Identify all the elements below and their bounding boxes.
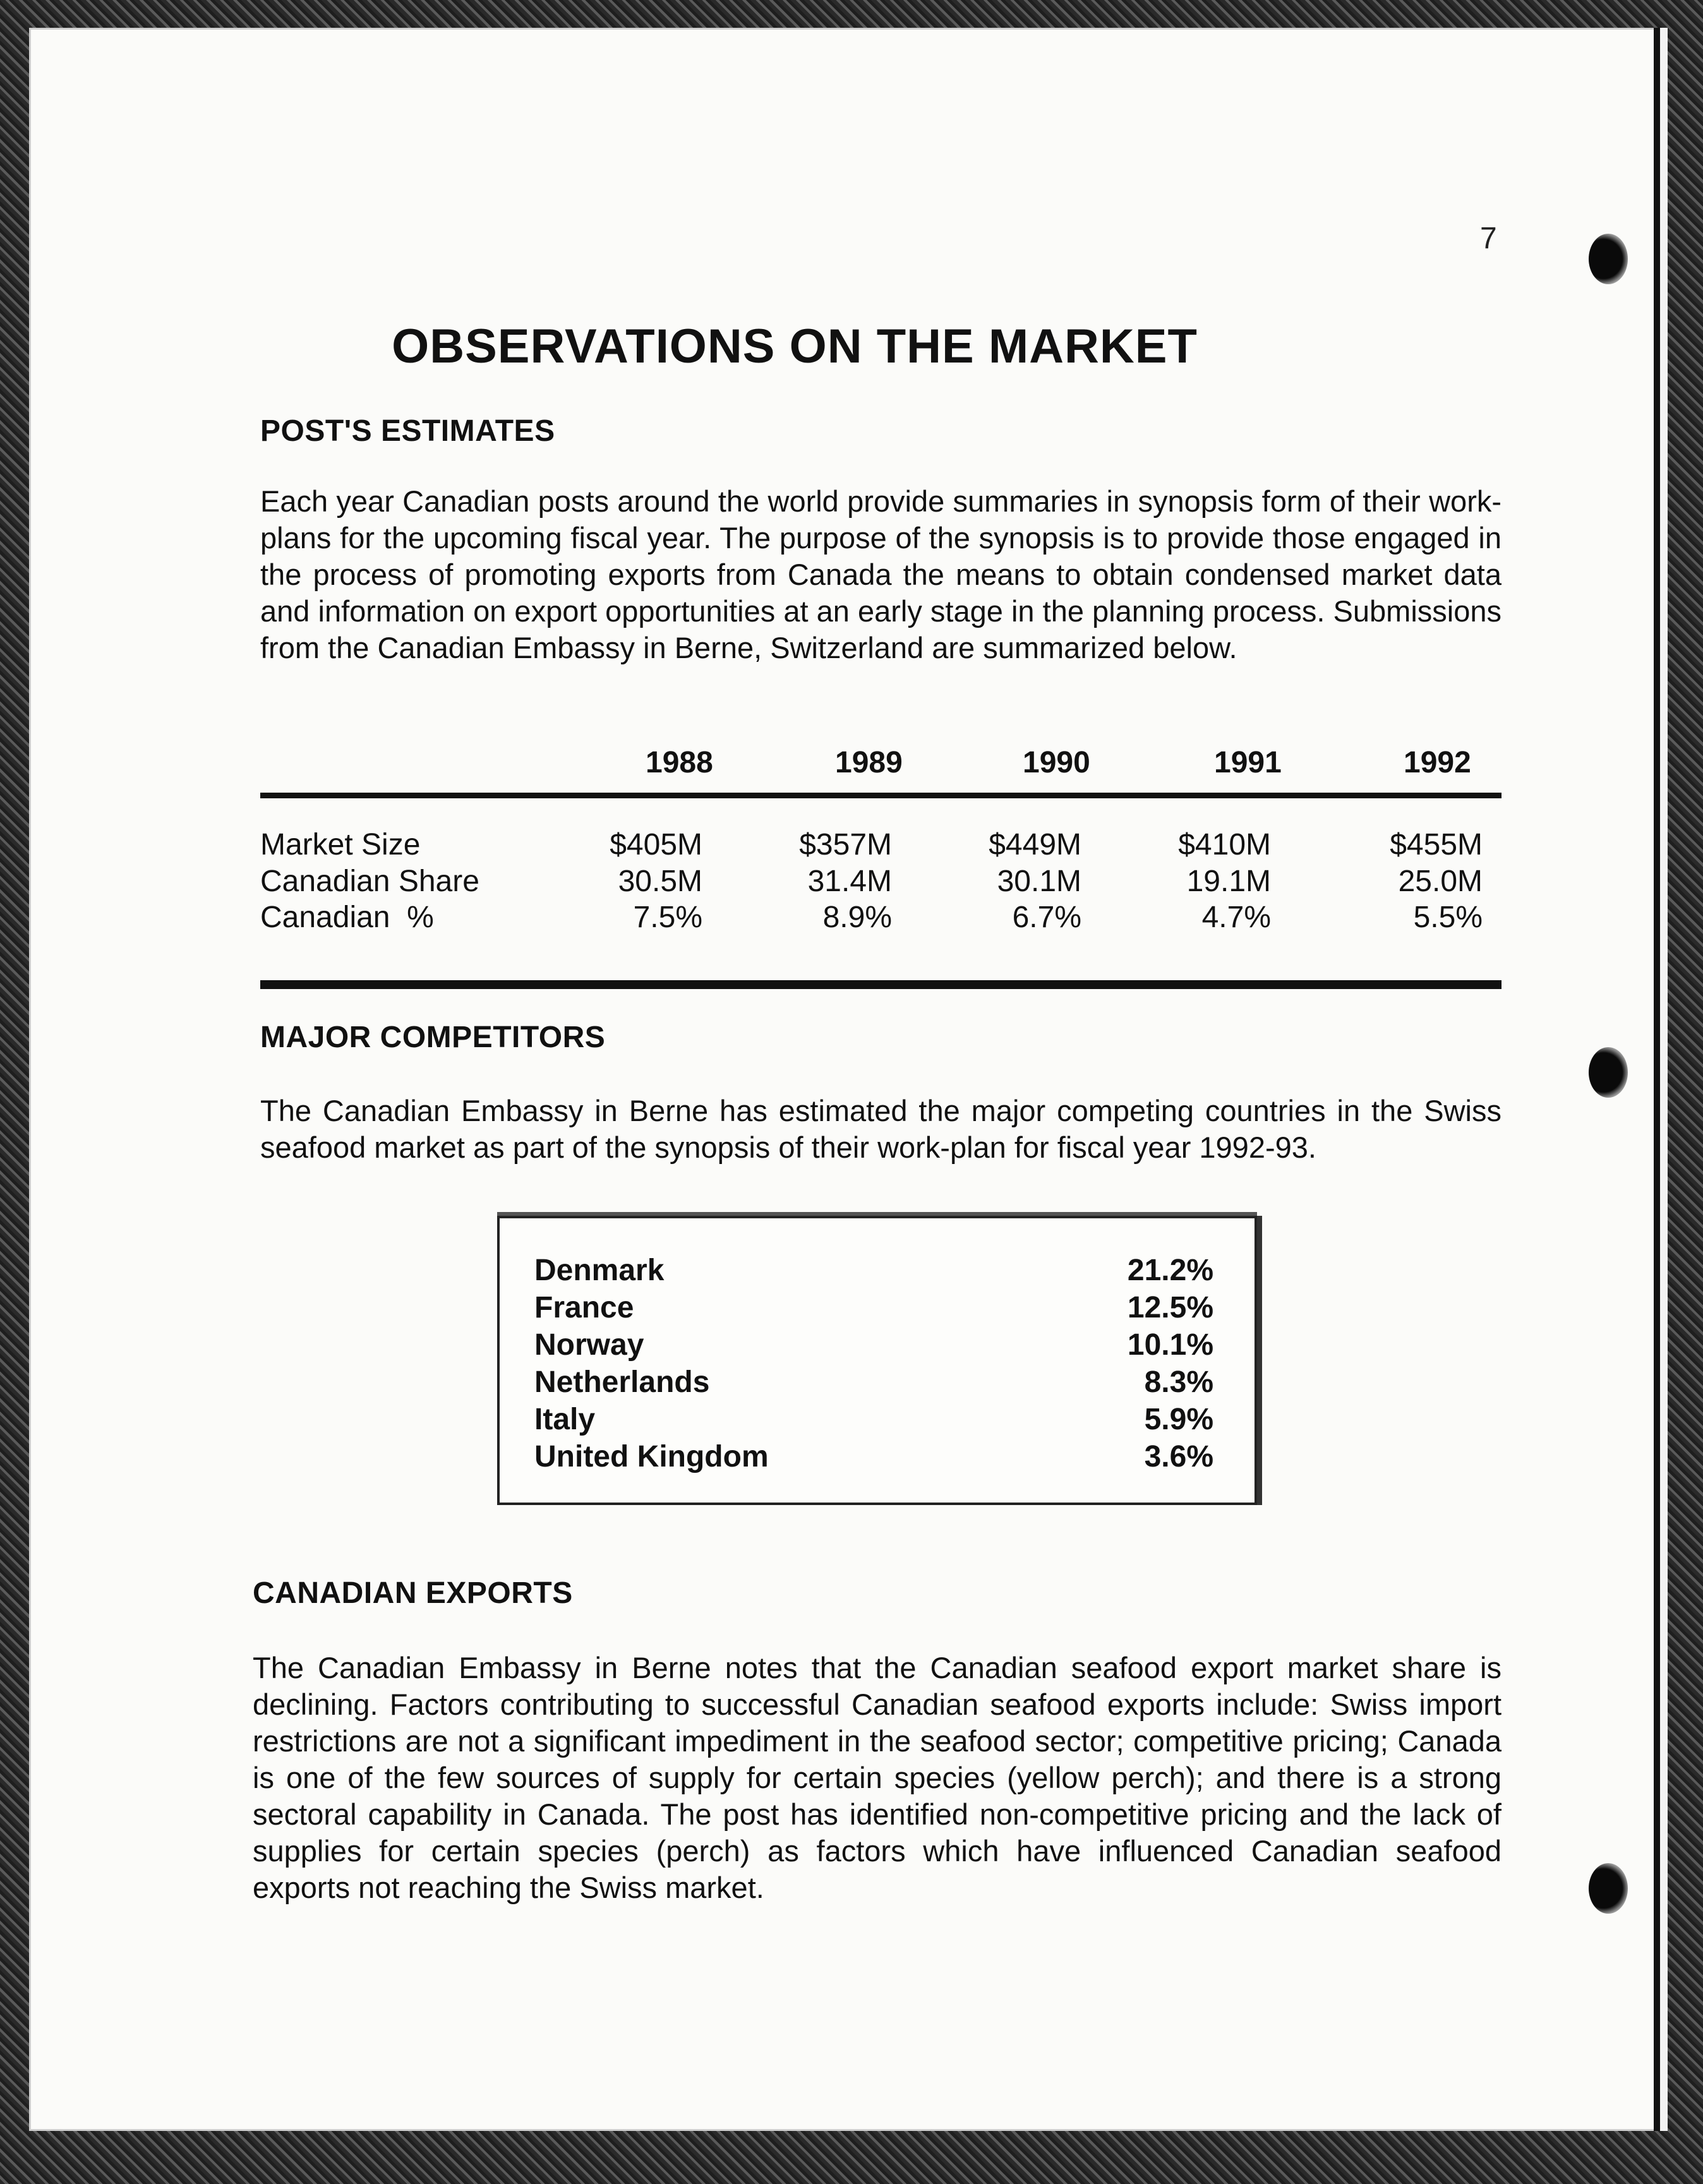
cell: 31.4M <box>807 865 892 898</box>
cell: 8.9% <box>822 901 892 934</box>
cell: $455M <box>1390 828 1483 861</box>
cell: 6.7% <box>1012 901 1081 934</box>
country-share: 12.5% <box>1127 1291 1213 1324</box>
cell: 4.7% <box>1201 901 1271 934</box>
punch-hole-middle <box>1589 1047 1628 1098</box>
competitors-box <box>497 1216 1257 1505</box>
table-bottom-rule <box>260 980 1501 989</box>
competitor-row <box>534 1402 1213 1440</box>
row-label: Market Size <box>260 828 421 861</box>
country-share: 10.1% <box>1127 1328 1213 1362</box>
cell: $449M <box>989 828 1081 861</box>
punch-hole-bottom <box>1589 1863 1628 1914</box>
page-title-wrap <box>0 319 1703 374</box>
major-competitors-paragraph: The Canadian Embassy in Berne has estimated the major competing countries in the Swiss seafood market as part of the synopsis of their work-plan for fiscal year 1992-93. <box>260 1094 1501 1164</box>
country-name: Italy <box>534 1403 596 1436</box>
major-competitors-heading: MAJOR COMPETITORS <box>260 1021 606 1054</box>
year-1990: 1990 <box>1023 746 1090 779</box>
competitor-row <box>534 1253 1213 1291</box>
page-title: OBSERVATIONS ON THE MARKET <box>392 320 1198 373</box>
cell: 7.5% <box>633 901 702 934</box>
country-name: Norway <box>534 1328 644 1362</box>
year-1989: 1989 <box>835 746 903 779</box>
competitor-row <box>534 1290 1213 1328</box>
country-share: 8.3% <box>1144 1365 1213 1399</box>
posts-estimates-paragraph: Each year Canadian posts around the world provide summaries in synopsis form of their work-plans for the upcoming fiscal year. The purpose of the synopsis is to provide those engaged in the process of promoting exports from Canada the means to obtain condensed market data and information on export opportunities at an early stage in the planning process. Submissions from the Canadian Embassy in Berne, Switzerland are summarized below. <box>260 484 1501 664</box>
country-share: 5.9% <box>1144 1403 1213 1436</box>
estimates-year-header <box>260 745 1501 783</box>
cell: 19.1M <box>1186 865 1271 898</box>
cell: 30.1M <box>997 865 1081 898</box>
country-name: Netherlands <box>534 1365 710 1399</box>
country-name: France <box>534 1291 634 1324</box>
country-share: 21.2% <box>1127 1254 1213 1287</box>
row-label: Canadian % <box>260 901 434 934</box>
year-1992: 1992 <box>1404 746 1471 779</box>
canadian-exports-heading: CANADIAN EXPORTS <box>253 1576 573 1610</box>
cell: $405M <box>610 828 702 861</box>
cell: 25.0M <box>1398 865 1483 898</box>
row-label: Canadian Share <box>260 865 479 898</box>
year-1988: 1988 <box>646 746 713 779</box>
table-row-canadian-percent <box>260 900 1501 938</box>
cell: 5.5% <box>1413 901 1483 934</box>
competitor-row <box>534 1439 1213 1477</box>
posts-estimates-heading: POST'S ESTIMATES <box>260 414 555 448</box>
table-row-market-size <box>260 827 1501 865</box>
country-share: 3.6% <box>1144 1440 1213 1473</box>
table-row-canadian-share <box>260 864 1501 902</box>
punch-hole-top <box>1589 234 1628 284</box>
country-name: United Kingdom <box>534 1440 769 1473</box>
competitor-row <box>534 1365 1213 1403</box>
country-name: Denmark <box>534 1254 665 1287</box>
page-number: 7 <box>1480 222 1497 255</box>
cell: $410M <box>1178 828 1271 861</box>
cell: $357M <box>799 828 892 861</box>
competitor-row <box>534 1328 1213 1365</box>
table-top-rule <box>260 793 1501 798</box>
cell: 30.5M <box>618 865 702 898</box>
canadian-exports-paragraph: The Canadian Embassy in Berne notes that the Canadian seafood export market share is declining. Factors contributing to successful Canadian seafood exports include: Swiss import restrictions are not a significant impediment in the seafood sector; competitive pricing; Canada is one of the few sources of supply for certain species (yellow perch); and there is a strong sectoral capability in Canada. The post has identified non-competitive pricing and the lack of supplies for certain species (perch) as factors which have influenced Canadian seafood exports not reaching the Swiss market. <box>253 1651 1501 1904</box>
year-1991: 1991 <box>1214 746 1282 779</box>
